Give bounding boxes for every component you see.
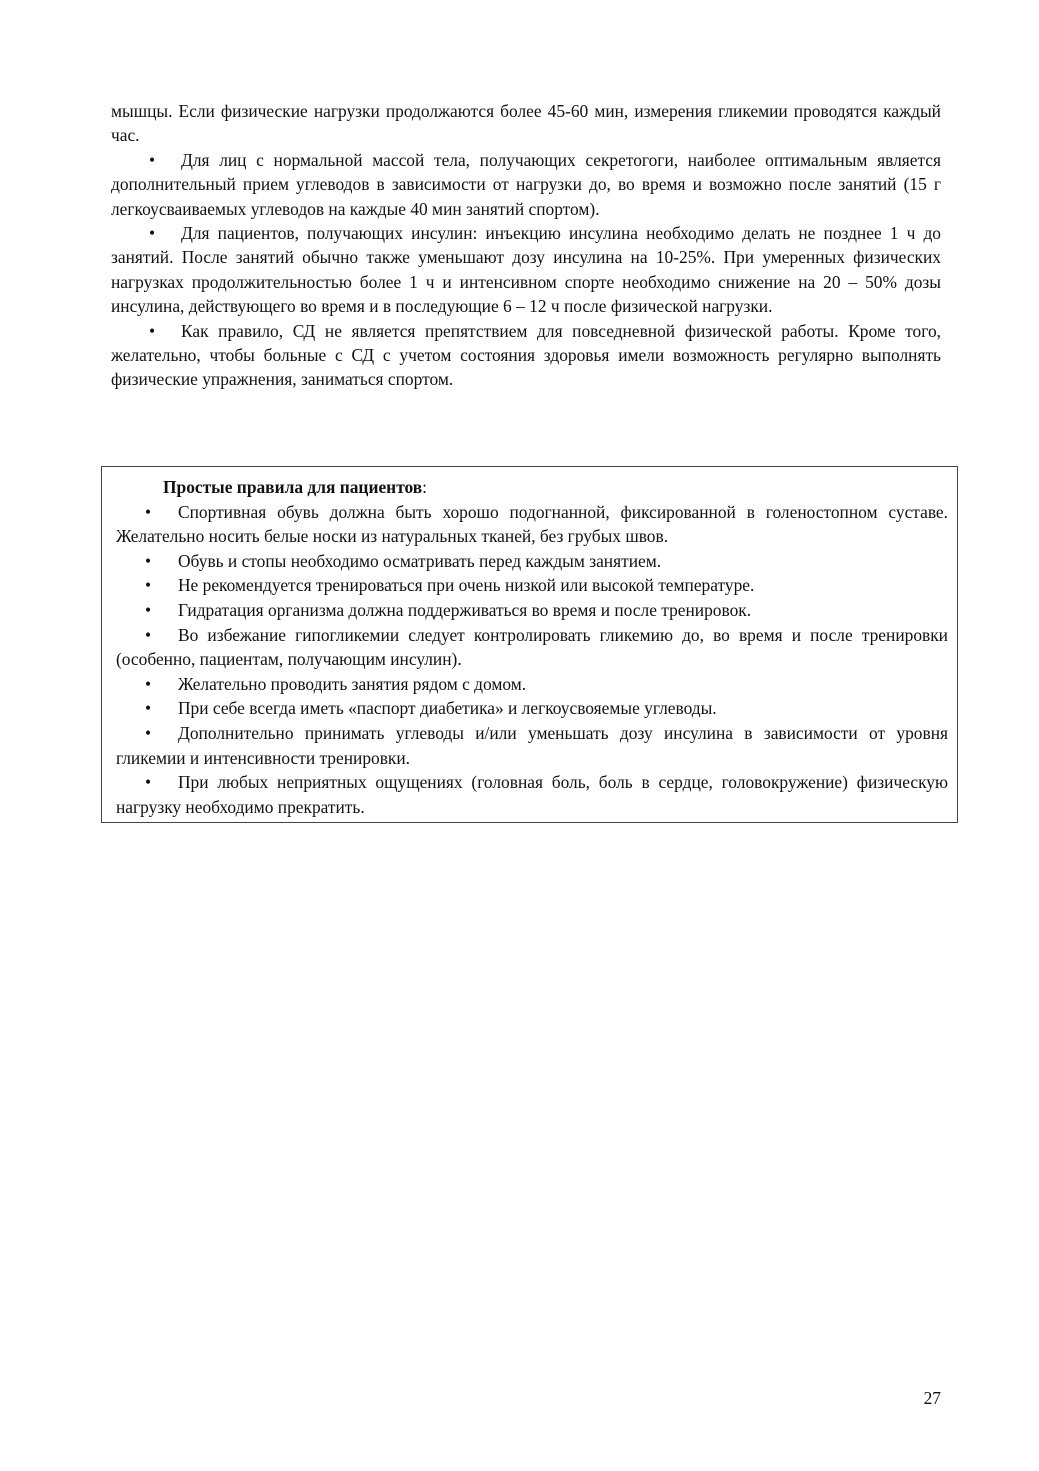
rule-text: Обувь и стопы необходимо осматривать перед каждым занятием. (178, 550, 662, 571)
bullet-icon: • (149, 149, 156, 170)
rule-text: Во избежание гипогликемии следует контролировать гликемию до, во время и после тренировки (особенно, пациентам, получающим инсулин). (116, 624, 948, 670)
bullet-paragraph (111, 221, 941, 319)
bullet-icon: • (145, 772, 152, 793)
bullet-paragraph (111, 319, 941, 392)
bullet-icon: • (149, 223, 156, 244)
rule-item (116, 598, 948, 623)
bullet-icon: • (145, 550, 152, 571)
rule-item (116, 696, 948, 721)
page-number: 27 (923, 1388, 941, 1408)
patient-rules-content (116, 475, 948, 819)
bullet-text: Для лиц с нормальной массой тела, получающих секретогоги, наиболее оптимальным является дополнительный прием углеводов в зависимости от нагрузки до, во время и возможно после занятий (15 г легкоусваиваемых углеводов на каждые 40 мин занятий спортом). (111, 149, 941, 219)
rules-title-text: Простые правила для пациентов (163, 477, 423, 497)
patient-rules-box (101, 466, 958, 823)
bullet-text: Для пациентов, получающих инсулин: инъекцию инсулина необходимо делать не позднее 1 ч до занятий. После занятий обычно также уменьшают дозу инсулина на 10-25%. При умеренных физических нагрузках продолжительностью более 1 ч и интенсивном спорте необходимо снижение на 20 – 50% дозы инсулина, действующего во время и в последующие 6 – 12 ч после физической нагрузки. (111, 223, 941, 317)
rule-item (116, 549, 948, 574)
bullet-text: Как правило, СД не является препятствием для повседневной физической работы. Кроме того, желательно, чтобы больные с СД с учетом состояния здоровья имели возможность регулярно выполнять физические упражнения, заниматься спортом. (111, 320, 941, 390)
rule-text: Не рекомендуется тренироваться при очень низкой или высокой температуре. (178, 575, 755, 596)
rule-text: Желательно проводить занятия рядом с домом. (178, 673, 527, 694)
rule-text: При любых неприятных ощущениях (головная боль, боль в сердце, головокружение) физическую нагрузку необходимо прекратить. (116, 772, 948, 817)
page-body-text (111, 99, 941, 392)
rule-item (116, 721, 948, 770)
bullet-icon: • (145, 599, 152, 620)
rule-text: Гидратация организма должна поддерживаться во время и после тренировок. (178, 599, 752, 620)
bullet-icon: • (145, 673, 152, 694)
rule-item (116, 672, 948, 697)
paragraph-intro: мышцы. Если физические нагрузки продолжаются более 45-60 мин, измерения гликемии проводятся каждый час. (111, 101, 941, 146)
rules-title-colon: : (422, 477, 428, 497)
bullet-icon: • (145, 575, 152, 596)
rules-title (116, 475, 948, 500)
rule-text: Спортивная обувь должна быть хорошо подогнанной, фиксированной в голеностопном суставе. Желательно носить белые носки из натуральных тканей, без грубых швов. (116, 501, 948, 547)
rule-text: Дополнительно принимать углеводы и/или уменьшать дозу инсулина в зависимости от уровня гликемии и интенсивности тренировки. (116, 722, 948, 768)
rule-item (116, 500, 948, 549)
bullet-icon: • (149, 320, 156, 341)
bullet-icon: • (145, 698, 152, 719)
bullet-icon: • (145, 722, 152, 743)
rule-item (116, 573, 948, 598)
rule-item (116, 770, 948, 819)
bullet-paragraph (111, 148, 941, 221)
rule-item (116, 623, 948, 672)
rule-text: При себе всегда иметь «паспорт диабетика» и легкоусвояемые углеводы. (178, 698, 717, 719)
bullet-icon: • (145, 624, 152, 645)
bullet-icon: • (145, 501, 152, 522)
